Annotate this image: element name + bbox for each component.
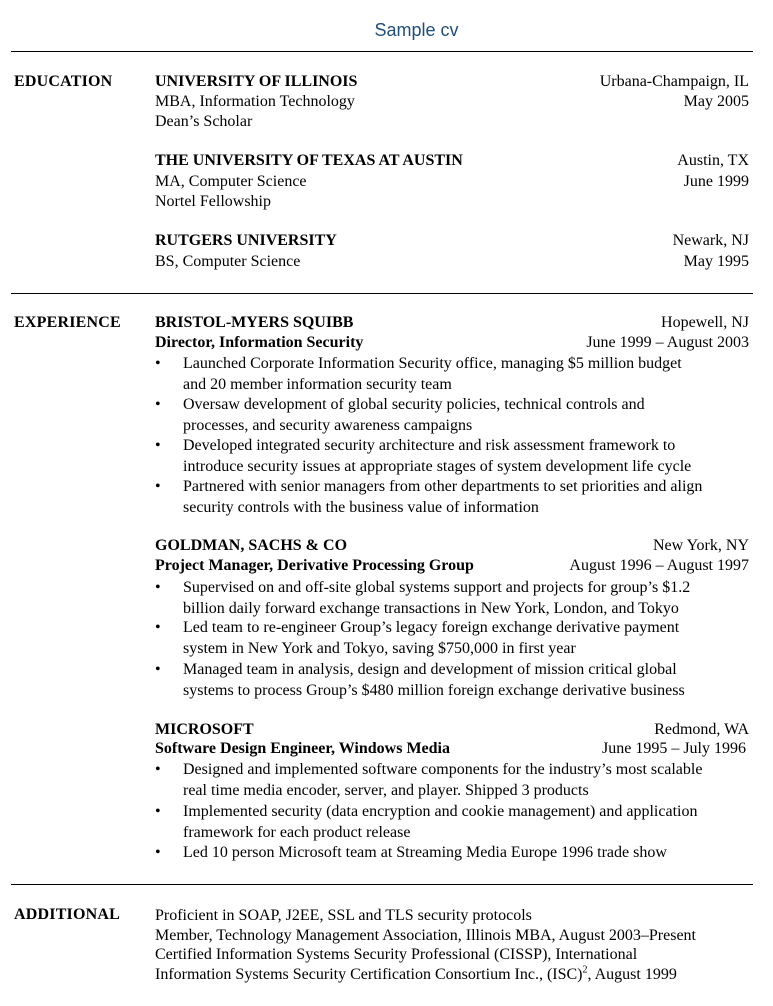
- job-location: New York, NY: [652, 537, 749, 554]
- job-title: Project Manager, Derivative Processing Group: [155, 557, 474, 574]
- job-1-bullet-2: • Oversaw development of global security policies, technical controls and processes, and security awareness campaigns: [155, 396, 645, 434]
- divider: [11, 51, 753, 52]
- bullet-icon: •: [155, 803, 161, 820]
- divider: [11, 884, 753, 885]
- job-1-title-row: [155, 333, 749, 353]
- job-location: Hopewell, NJ: [661, 314, 749, 331]
- school-honor: Nortel Fellowship: [155, 193, 271, 210]
- job-1-bullet-4: • Partnered with senior managers from other departments to set priorities and align security controls with the business value of information: [155, 478, 703, 516]
- school-name: UNIVERSITY OF ILLINOIS: [155, 73, 358, 90]
- bullet-icon: •: [155, 661, 161, 678]
- school-date: May 1995: [683, 253, 749, 270]
- job-location: Redmond, WA: [654, 721, 749, 738]
- school-location: Austin, TX: [677, 152, 749, 169]
- bullet-icon: •: [155, 478, 161, 495]
- school-date: May 2005: [683, 93, 749, 110]
- bullet-icon: •: [155, 355, 161, 372]
- school-3-degree-row: [155, 252, 749, 272]
- job-company: GOLDMAN, SACHS & CO: [155, 537, 348, 554]
- job-3-title-row: [155, 739, 749, 759]
- bullet-icon: •: [155, 437, 161, 454]
- job-3-bullet-3: • Led 10 person Microsoft team at Streaming Media Europe 1996 trade show: [155, 843, 749, 864]
- school-1-header: [155, 72, 749, 92]
- school-1-degree-row: [155, 92, 749, 112]
- additional-line: Information Systems Security Certification Consortium Inc., (ISC)$^2$, August 1999: [155, 964, 677, 983]
- job-dates: June 1995 – July 1996: [602, 740, 746, 757]
- job-1-bullet-3: • Developed integrated security architecture and risk assessment framework to introduce security issues at appropriate stages of system development life cycle: [155, 437, 692, 475]
- superscript: 2: [582, 964, 588, 976]
- school-1-honor-row: [155, 112, 749, 132]
- bullet-icon: •: [155, 579, 161, 596]
- school-2-honor-row: [155, 192, 749, 212]
- school-location: Urbana-Champaign, IL: [599, 73, 749, 90]
- school-honor: Dean’s Scholar: [155, 113, 253, 130]
- job-2-title-row: [155, 556, 749, 576]
- job-1-bullet-1: • Launched Corporate Information Security office, managing $5 million budget and 20 member information security team: [155, 355, 682, 393]
- additional-line: Certified Information Systems Security Professional (CISSP), International: [155, 946, 638, 963]
- additional-line: Member, Technology Management Association, Illinois MBA, August 2003–Present: [155, 927, 696, 944]
- job-3-bullet-1: • Designed and implemented software components for the industry’s most scalable real time media encoder, server, and player. Shipped 3 products: [155, 761, 703, 799]
- job-title: Director, Information Security: [155, 334, 364, 351]
- job-3-header: [155, 720, 749, 740]
- job-dates: June 1999 – August 2003: [586, 334, 749, 351]
- school-location: Newark, NJ: [672, 232, 749, 249]
- school-2-degree-row: [155, 172, 749, 192]
- section-heading-education: EDUCATION: [14, 73, 113, 90]
- school-degree: MBA, Information Technology: [155, 93, 355, 110]
- school-3-header: [155, 231, 749, 251]
- section-heading-experience: EXPERIENCE: [14, 314, 121, 331]
- document-title: Sample cv: [374, 20, 459, 40]
- job-2-bullet-3: • Managed team in analysis, design and development of mission critical global systems to process Group’s $480 million foreign exchange derivative business: [155, 661, 685, 699]
- job-2-bullet-2: • Led team to re-engineer Group’s legacy foreign exchange derivative payment system in New York and Tokyo, saving $750,000 in first year: [155, 619, 680, 657]
- section-heading-additional: ADDITIONAL: [14, 906, 121, 923]
- job-3-bullet-2: • Implemented security (data encryption and cookie management) and application framework for each product release: [155, 803, 698, 841]
- job-2-bullet-1: • Supervised on and off-site global systems support and projects for group’s $1.2 billion daily forward exchange transactions in New York, London, and Tokyo: [155, 579, 691, 617]
- job-company: BRISTOL-MYERS SQUIBB: [155, 314, 354, 331]
- bullet-icon: •: [155, 844, 161, 861]
- job-title: Software Design Engineer, Windows Media: [155, 740, 450, 757]
- job-company: MICROSOFT: [155, 721, 254, 738]
- school-date: June 1999: [683, 173, 749, 190]
- job-1-header: [155, 313, 749, 333]
- job-2-header: [155, 536, 749, 556]
- school-name: THE UNIVERSITY OF TEXAS AT AUSTIN: [155, 152, 463, 169]
- school-name: RUTGERS UNIVERSITY: [155, 232, 337, 249]
- school-2-header: [155, 151, 749, 171]
- school-degree: BS, Computer Science: [155, 253, 301, 270]
- bullet-icon: •: [155, 761, 161, 778]
- bullet-icon: •: [155, 619, 161, 636]
- job-dates: August 1996 – August 1997: [569, 557, 749, 574]
- additional-line: Proficient in SOAP, J2EE, SSL and TLS security protocols: [155, 907, 532, 924]
- school-degree: MA, Computer Science: [155, 173, 307, 190]
- bullet-icon: •: [155, 396, 161, 413]
- divider: [11, 293, 753, 294]
